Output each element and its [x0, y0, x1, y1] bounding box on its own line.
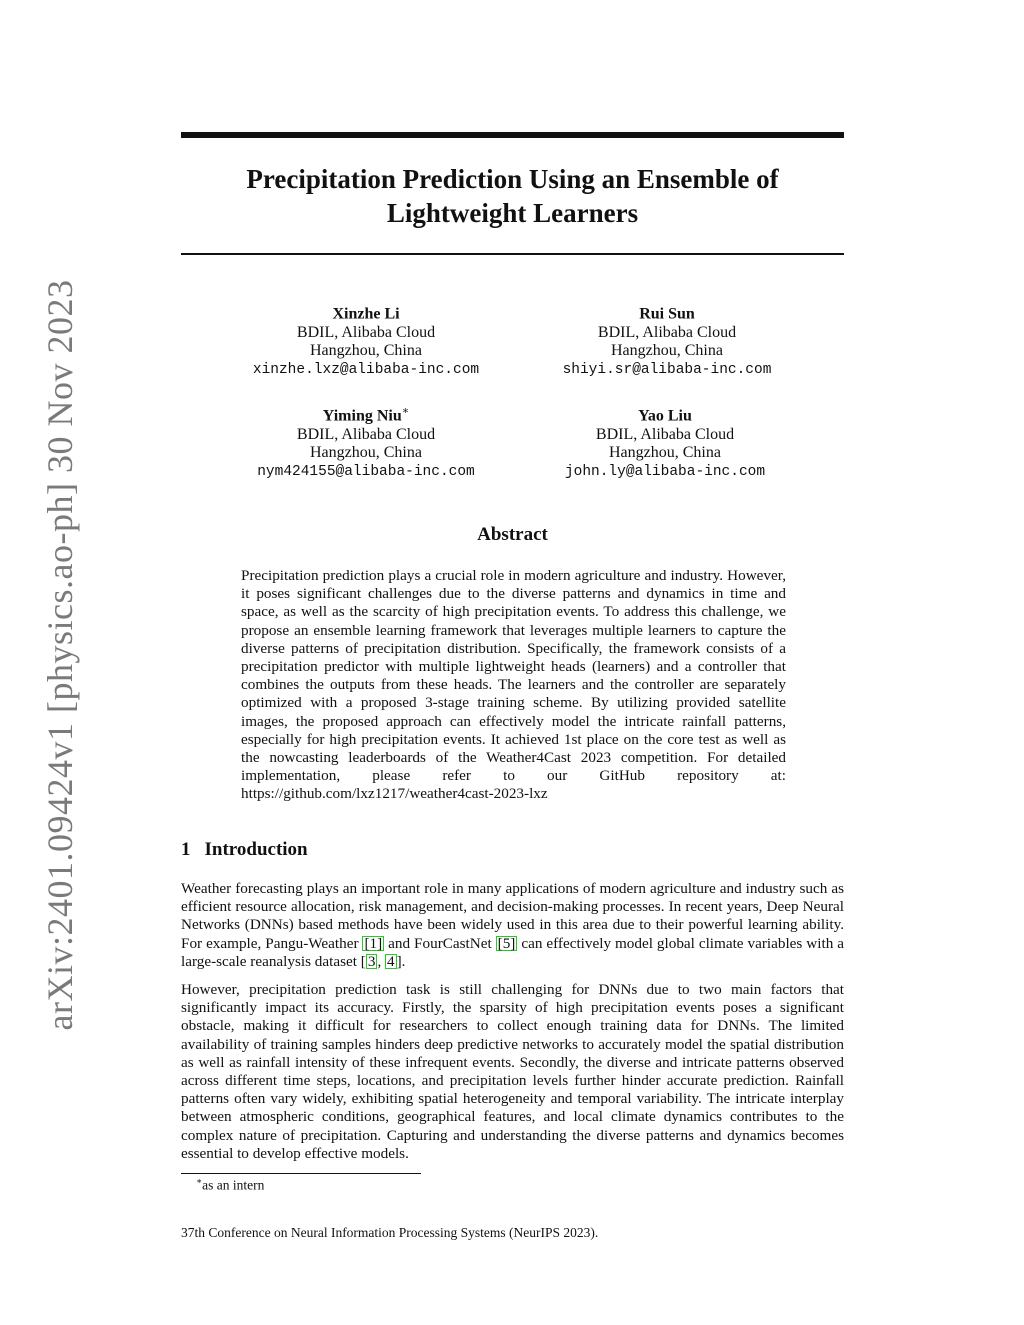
- author-email: nym424155@alibaba-inc.com: [257, 463, 475, 480]
- introduction-paragraph-2: However, precipitation prediction task is still challenging for DNNs due to two main factors that significantly impact its accuracy. Firstly, the sparsity of high precipitation events poses a significant obstacle, making it difficult for researchers to collect enough training data for DNNs. The limited availability of training samples hinders deep predictive networks to accurately model the spatial distribution as well as rainfall intensity of these infrequent events. Secondly, the diverse and intricate patterns observed across different time steps, locations, and precipitation levels further hinder accurate prediction. Rainfall patterns often vary widely, exhibiting spatial heterogeneity and temporal variability. The intricate interplay between atmospheric conditions, geographical features, and local climate dynamics contributes to the complex nature of precipitation. Capturing and understanding the diverse patterns and dynamics becomes essential to develop effective models.: [181, 981, 844, 1162]
- citation-link[interactable]: [1]: [364, 934, 383, 952]
- introduction-paragraph-1: Weather forecasting plays an important role in many applications of modern agriculture and industry such as efficient resource allocation, risk management, and decision-making processes. In recent years, Deep Neural Networks (DNNs) based methods have been widely used in this area due to their powerful learning ability. For example, Pangu-Weather [1] and FourCastNet [5] can effectively model global climate variables with a large-scale reanalysis dataset [ 3 , 4 ].: [181, 880, 845, 970]
- author-location: Hangzhou, China: [611, 342, 723, 360]
- abstract-body: Precipitation prediction plays a crucial role in modern agriculture and industry. However, it poses significant challenges due to the diverse patterns and dynamics in time and space, as well as the scarcity of high precipitation events. To address this challenge, we propose an ensemble learning framework that leverages multiple learners to capture the diverse patterns of precipitation distribution. Specifically, the framework consists of a precipitation predictor with multiple lightweight heads (learners) and a controller that combines the outputs from these heads. The learners and the controller are separately optimized with a proposed 3-stage training scheme. By utilizing provided satellite images, the proposed approach can effectively model the intricate rainfall patterns, especially for high precipitation events. It achieved 1st place on the core test as well as the nowcasting leaderboards of the Weather4Cast 2023 competition. For detailed implementation, please refer to our GitHub repository at: https://github.com/lxz1217/weather4cast-2023-lxz: [241, 567, 786, 803]
- author-location: Hangzhou, China: [609, 444, 721, 462]
- citation-link[interactable]: [5]: [497, 934, 516, 952]
- author-location: Hangzhou, China: [310, 342, 422, 360]
- paper-title: [181, 162, 844, 230]
- citation-link[interactable]: 3: [367, 952, 376, 970]
- section-heading-introduction: [181, 839, 308, 861]
- author-affiliation: BDIL, Alibaba Cloud: [595, 425, 735, 443]
- author-name: Yao Liu: [638, 407, 692, 425]
- author-email: xinzhe.lxz@alibaba-inc.com: [252, 361, 480, 378]
- author-affiliation: BDIL, Alibaba Cloud: [296, 425, 436, 443]
- author-affiliation: BDIL, Alibaba Cloud: [597, 323, 737, 341]
- author-block: [216, 402, 516, 481]
- section-number: 1: [181, 839, 191, 860]
- author-affiliation: BDIL, Alibaba Cloud: [296, 323, 436, 341]
- title-line-1: Precipitation Prediction Using an Ensemble of: [246, 164, 779, 194]
- author-name: Rui Sun: [639, 305, 695, 323]
- author-location: Hangzhou, China: [310, 444, 422, 462]
- footnote-rule: [181, 1173, 421, 1174]
- title-line-2: Lightweight Learners: [386, 198, 639, 228]
- section-title: Introduction: [204, 839, 308, 860]
- title-rule-top: [181, 132, 844, 138]
- title-rule-bottom: [181, 253, 844, 255]
- author-email: shiyi.sr@alibaba-inc.com: [562, 361, 772, 378]
- footnote: ∗as an intern: [196, 1176, 265, 1193]
- author-email: john.ly@alibaba-inc.com: [564, 463, 766, 480]
- abstract-heading: Abstract: [477, 524, 548, 545]
- author-block: [517, 300, 817, 379]
- author-block: [216, 300, 516, 379]
- venue-footer: 37th Conference on Neural Information Processing Systems (NeurIPS 2023).: [181, 1225, 599, 1240]
- arxiv-identifier: arXiv:2401.09424v1 [physics.ao-ph] 30 Nov 2023: [40, 279, 80, 1031]
- author-name: Yiming Niu∗: [322, 405, 410, 425]
- author-name: Xinzhe Li: [332, 305, 400, 323]
- citation-link[interactable]: 4: [387, 952, 395, 970]
- author-block: [515, 402, 815, 481]
